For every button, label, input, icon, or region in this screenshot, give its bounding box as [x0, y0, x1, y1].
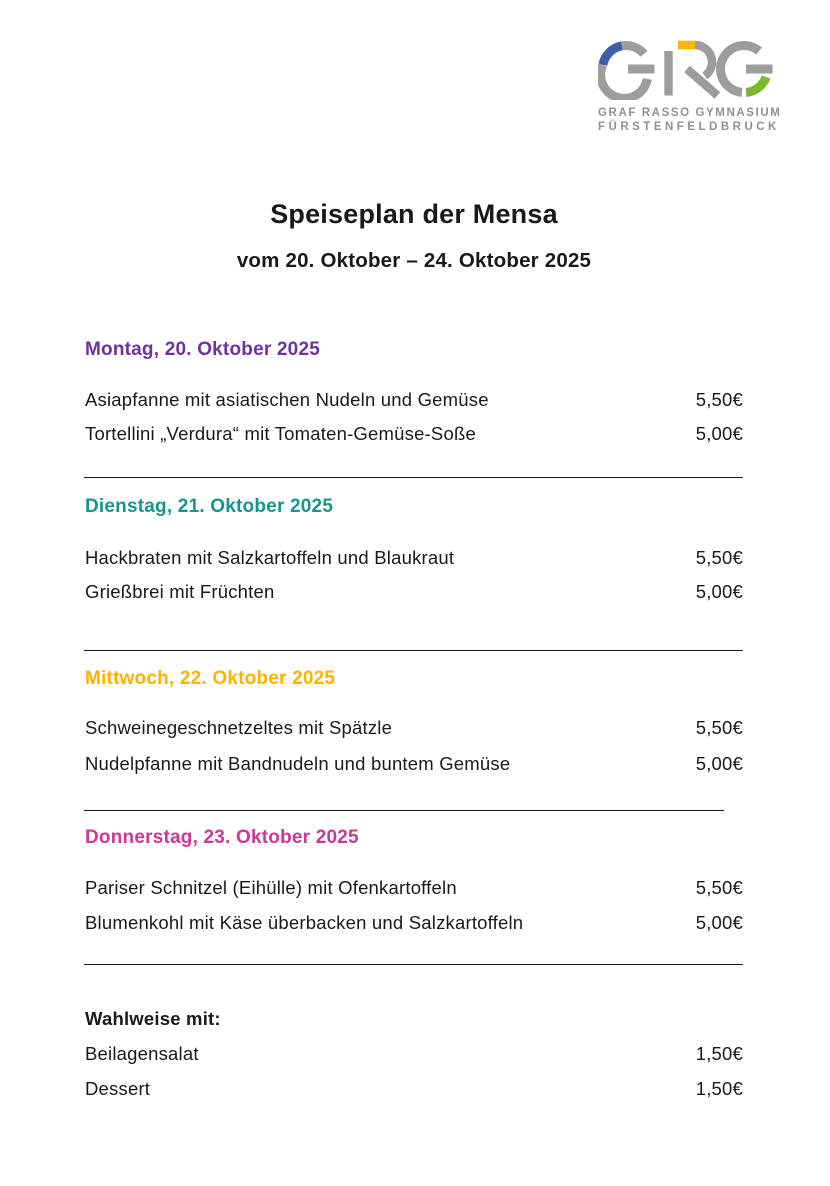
logo-gray-arc [622, 46, 644, 54]
dish-price: 5,50€ [695, 877, 743, 898]
dish-name: Tortellini „Verdura“ mit Tomaten-Gemüse-Soße [85, 423, 476, 444]
dish-price: 5,00€ [695, 581, 743, 602]
menu-item-row [85, 911, 743, 935]
dish-price: 1,50€ [695, 1078, 743, 1099]
section-divider [84, 964, 743, 965]
day-heading-monday: Montag, 20. Oktober 2025 [85, 339, 320, 360]
dish-name: Blumenkohl mit Käse überbacken und Salzkartoffeln [85, 912, 524, 933]
dish-price: 5,50€ [695, 389, 743, 410]
dish-name: Nudelpfanne mit Bandnudeln und buntem Gemüse [85, 753, 511, 774]
page-title: Speiseplan der Mensa [270, 199, 558, 229]
day-heading-wednesday: Mittwoch, 22. Oktober 2025 [85, 668, 336, 689]
dish-name: Hackbraten mit Salzkartoffeln und Blaukraut [85, 547, 455, 568]
dish-name: Asiapfanne mit asiatischen Nudeln und Gemüse [85, 389, 489, 410]
menu-item-row [85, 546, 743, 570]
day-heading-tuesday: Dienstag, 21. Oktober 2025 [85, 496, 334, 517]
dish-price: 5,50€ [695, 717, 743, 738]
dish-price: 5,00€ [695, 753, 743, 774]
dish-name: Pariser Schnitzel (Eihülle) mit Ofenkartoffeln [85, 877, 457, 898]
menu-item-row [85, 716, 743, 740]
grg-logo-icon [598, 38, 776, 100]
section-divider [84, 477, 743, 478]
section-divider [84, 810, 724, 811]
menu-item-row [85, 752, 743, 776]
school-logo [598, 38, 782, 134]
logo-blue-arc [603, 46, 622, 65]
dish-price: 5,00€ [695, 912, 743, 933]
dish-price: 5,00€ [695, 423, 743, 444]
school-name-line2: FÜRSTENFELDBRUCK [598, 121, 780, 133]
menu-item-row [85, 422, 743, 446]
menu-item-row [85, 580, 743, 604]
options-heading: Wahlweise mit: [85, 1008, 221, 1029]
school-name-line1: GRAF RASSO GYMNASIUM [598, 107, 782, 119]
dish-name: Dessert [85, 1078, 151, 1099]
school-name [598, 106, 782, 134]
menu-item-row [85, 1077, 743, 1101]
menu-item-row [85, 876, 743, 900]
page-subtitle: vom 20. Oktober – 24. Oktober 2025 [236, 249, 592, 272]
menu-item-row [85, 388, 743, 412]
day-heading-thursday: Donnerstag, 23. Oktober 2025 [85, 827, 359, 848]
logo-letter-g1 [601, 46, 655, 99]
logo-letter-g2 [721, 45, 773, 92]
logo-letter-r [669, 45, 718, 96]
dish-price: 1,50€ [695, 1043, 743, 1064]
dish-price: 5,50€ [695, 547, 743, 568]
logo-bowl [695, 45, 712, 76]
dish-name: Schweinegeschnetzeltes mit Spätzle [85, 717, 393, 738]
menu-item-row [85, 1042, 743, 1066]
dish-name: Grießbrei mit Früchten [85, 581, 275, 602]
section-divider [84, 650, 743, 651]
logo-green-arc [746, 77, 766, 92]
dish-name: Beilagensalat [85, 1043, 199, 1064]
